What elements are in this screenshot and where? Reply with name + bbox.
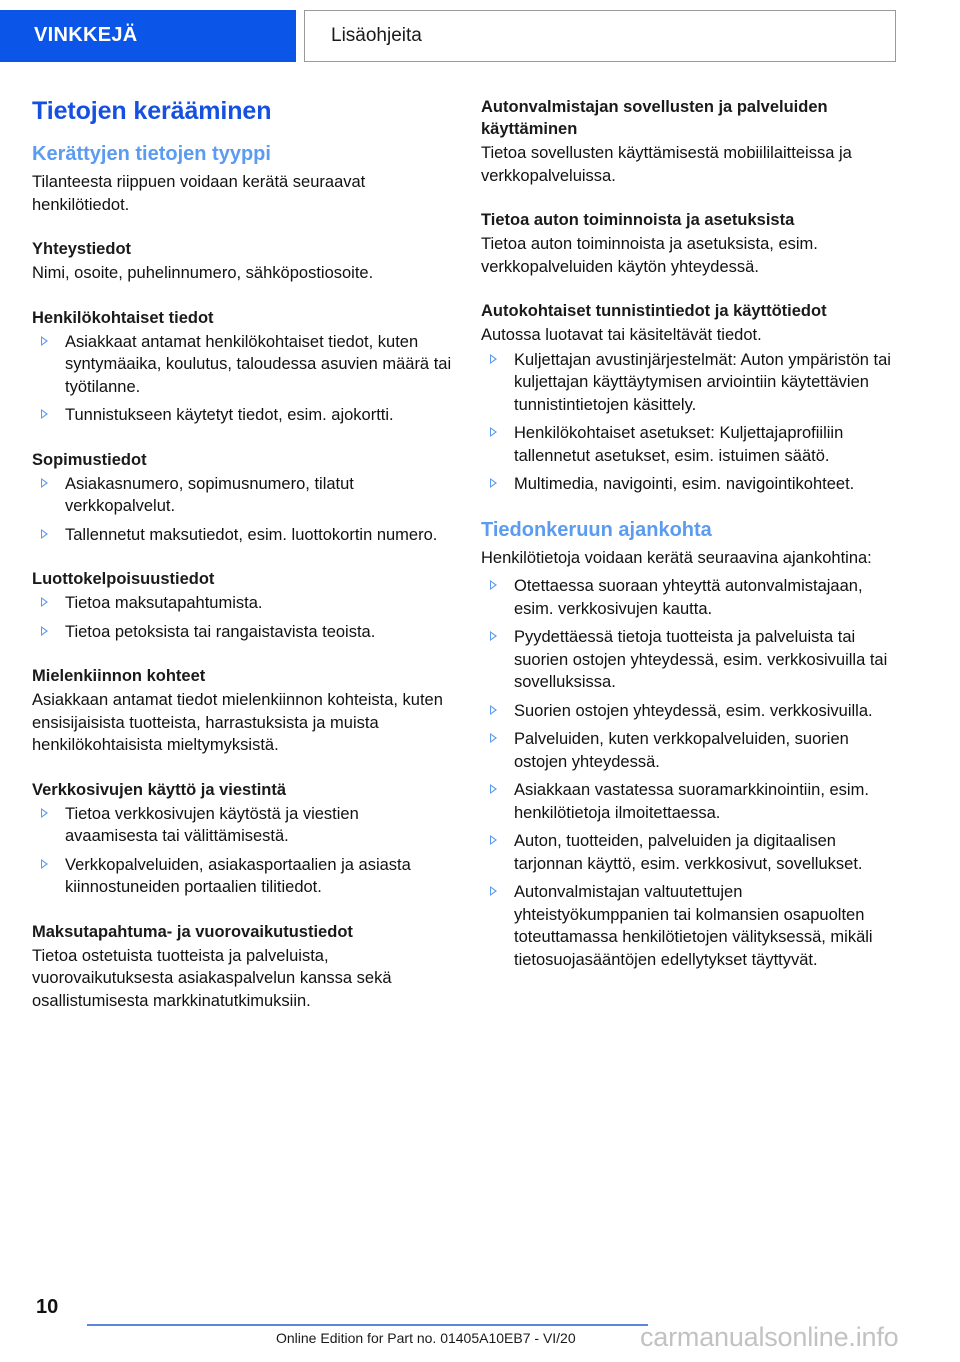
- list-item-text: Suorien ostojen yhteydessä, esim. verkkosivuilla.: [514, 701, 873, 720]
- list-item-text: Asiakasnumero, sopimusnumero, tilatut verkkopalvelut.: [65, 474, 354, 515]
- list-item-text: Palveluiden, kuten verkkopalveluiden, suorien ostojen yhteydessä.: [514, 730, 849, 771]
- list-item: [481, 779, 901, 824]
- right-column: [481, 96, 901, 977]
- bullet-list: [481, 575, 901, 971]
- content-block: [32, 449, 452, 547]
- block-paragraph: Tietoa auton toiminnoista ja asetuksista, esim. verkkopalveluiden käytön yhteydessä.: [481, 235, 818, 276]
- list-item: [32, 331, 452, 399]
- footer-edition-text: Online Edition for Part no. 01405A10EB7 - VI/20: [276, 1330, 576, 1346]
- bullet-list: [481, 349, 901, 496]
- triangle-bullet-icon: [41, 626, 48, 636]
- page-number: 10: [36, 1296, 59, 1318]
- section-title-tiedonkeruun-ajankohta: Tiedonkeruun ajankohta: [481, 518, 712, 541]
- watermark-text: carmanualsonline.info: [640, 1322, 899, 1352]
- tab-vinkkeja[interactable]: [0, 10, 296, 62]
- content-block: [32, 568, 452, 643]
- left-column: [32, 96, 452, 1034]
- page-header: [0, 10, 960, 62]
- list-item: [481, 830, 901, 875]
- triangle-bullet-icon: [490, 733, 497, 743]
- page-footer: [0, 1292, 960, 1362]
- list-item-text: Auton, tuotteiden, palveluiden ja digitaalisen tarjonnan käyttö, esim. verkkosivut, sovellukset.: [514, 832, 863, 873]
- block-heading: Verkkosivujen käyttö ja viestintä: [32, 780, 287, 799]
- list-item-text: Tallennetut maksutiedot, esim. luottokortin numero.: [65, 525, 438, 544]
- block-heading: Yhteystiedot: [32, 240, 132, 258]
- block-paragraph: Tietoa sovellusten käyttämisestä mobiililaitteissa ja verkkopalveluissa.: [481, 144, 852, 185]
- list-item: [32, 803, 452, 848]
- list-item: [32, 592, 452, 615]
- block-heading: Autonvalmistajan sovellusten ja palveluiden käyttäminen: [481, 98, 828, 138]
- triangle-bullet-icon: [490, 478, 497, 488]
- triangle-bullet-icon: [490, 631, 497, 641]
- bullet-list: [32, 473, 452, 547]
- chapter-title: Tietojen kerääminen: [32, 97, 272, 125]
- block-heading: Henkilökohtaiset tiedot: [32, 308, 214, 327]
- triangle-bullet-icon: [41, 336, 48, 346]
- list-item: [32, 473, 452, 518]
- list-item-text: Multimedia, navigointi, esim. navigointikohteet.: [514, 475, 855, 493]
- block-heading: Luottokelpoisuustiedot: [32, 570, 215, 588]
- list-item-text: Otettaessa suoraan yhteyttä autonvalmistajaan, esim. verkkosivujen kautta.: [514, 577, 863, 618]
- list-item: [481, 700, 901, 723]
- triangle-bullet-icon: [41, 478, 48, 488]
- triangle-bullet-icon: [490, 580, 497, 590]
- list-item: [32, 524, 452, 547]
- triangle-bullet-icon: [41, 597, 48, 607]
- list-item-text: Pyydettäessä tietoja tuotteista ja palveluista tai suorien ostojen yhteydessä, esim. verkkosivuilla tai sovelluksissa.: [514, 628, 888, 691]
- content-block: [481, 300, 901, 496]
- triangle-bullet-icon: [41, 808, 48, 818]
- list-item: [481, 473, 901, 496]
- section-title-kerattyjen-tietojen-tyyppi: Kerättyjen tietojen tyyppi: [32, 143, 271, 165]
- section-intro-paragraph: Tilanteesta riippuen voidaan kerätä seuraavat henkilötiedot.: [32, 173, 366, 214]
- triangle-bullet-icon: [490, 705, 497, 715]
- list-item-text: Verkkopalveluiden, asiakasportaalien ja asiasta kiinnostuneiden portaalien tilitiedot.: [65, 855, 411, 896]
- section-intro-paragraph: Henkilötietoja voidaan kerätä seuraavina ajankohtina:: [481, 548, 872, 567]
- triangle-bullet-icon: [490, 886, 497, 896]
- tab-vinkkeja-label: VINKKEJÄ: [34, 24, 138, 46]
- tab-lisaohjeita[interactable]: [304, 10, 896, 62]
- bullet-list: [32, 803, 452, 899]
- triangle-bullet-icon: [490, 354, 497, 364]
- block-paragraph: Tietoa ostetuista tuotteista ja palveluista, vuorovaikutuksesta asiakaspalvelun kanssa sekä osallistumisesta markkinatutkimuksiin.: [32, 946, 392, 1010]
- list-item: [32, 854, 452, 899]
- list-item: [481, 422, 901, 467]
- list-item: [481, 728, 901, 773]
- content-block: [32, 238, 452, 285]
- block-paragraph: Asiakkaan antamat tiedot mielenkiinnon kohteista, kuten ensisijaisista tuotteista, harrastuksista ja muista henkilökohtaisista mieltymyksistä.: [32, 691, 443, 754]
- bullet-list: [32, 331, 452, 427]
- block-heading: Tietoa auton toiminnoista ja asetuksista: [481, 211, 795, 229]
- triangle-bullet-icon: [41, 859, 48, 869]
- list-item-text: Tietoa maksutapahtumista.: [65, 594, 263, 612]
- footer-divider: [87, 1324, 648, 1326]
- triangle-bullet-icon: [490, 784, 497, 794]
- block-heading: Autokohtaiset tunnistintiedot ja käyttötiedot: [481, 302, 827, 320]
- list-item-text: Henkilökohtaiset asetukset: Kuljettajaprofiiliin tallennetut asetukset, esim. istuimen säätö.: [514, 424, 844, 465]
- list-item: [32, 404, 452, 427]
- list-item-text: Tietoa petoksista tai rangaistavista teoista.: [65, 622, 376, 641]
- tab-lisaohjeita-label: Lisäohjeita: [331, 25, 422, 46]
- content-block: [32, 921, 452, 1013]
- block-paragraph: Nimi, osoite, puhelinnumero, sähköpostiosoite.: [32, 264, 374, 282]
- block-heading: Sopimustiedot: [32, 450, 147, 469]
- block-paragraph: Autossa luotavat tai käsiteltävät tiedot.: [481, 326, 762, 344]
- list-item-text: Kuljettajan avustinjärjestelmät: Auton ympäristön tai kuljettajan käyttäytymisen arviointiin käytettävien tunnistintietojen käsittely.: [514, 350, 891, 414]
- content-block: [481, 96, 901, 187]
- list-item-text: Autonvalmistajan valtuutettujen yhteistyökumppanien tai kolmansien osapuolten toteuttamassa henkilötietojen välityksessä, mikäli tietosuojasääntöjen edellytykset täyttyvät.: [514, 883, 873, 969]
- triangle-bullet-icon: [41, 529, 48, 539]
- content-block: [32, 665, 452, 757]
- list-item: [481, 349, 901, 417]
- triangle-bullet-icon: [490, 427, 497, 437]
- list-item: [481, 626, 901, 694]
- list-item: [32, 621, 452, 644]
- list-item-text: Tunnistukseen käytetyt tiedot, esim. ajokortti.: [65, 406, 394, 424]
- block-heading: Maksutapahtuma- ja vuorovaikutustiedot: [32, 922, 353, 941]
- content-block: [481, 209, 901, 278]
- list-item: [481, 575, 901, 620]
- list-item: [481, 881, 901, 971]
- block-heading: Mielenkiinnon kohteet: [32, 667, 206, 685]
- content-block: [32, 779, 452, 899]
- list-item-text: Tietoa verkkosivujen käytöstä ja viestien avaamisesta tai välittämisestä.: [65, 804, 359, 845]
- triangle-bullet-icon: [41, 409, 48, 419]
- triangle-bullet-icon: [490, 835, 497, 845]
- bullet-list: [32, 592, 452, 643]
- list-item-text: Asiakkaan vastatessa suoramarkkinointiin, esim. henkilötietoja ilmoitettaessa.: [514, 781, 869, 822]
- list-item-text: Asiakkaat antamat henkilökohtaiset tiedot, kuten syntymäaika, koulutus, taloudessa asuvien määrä tai työtilanne.: [65, 332, 452, 396]
- content-block: [32, 307, 452, 427]
